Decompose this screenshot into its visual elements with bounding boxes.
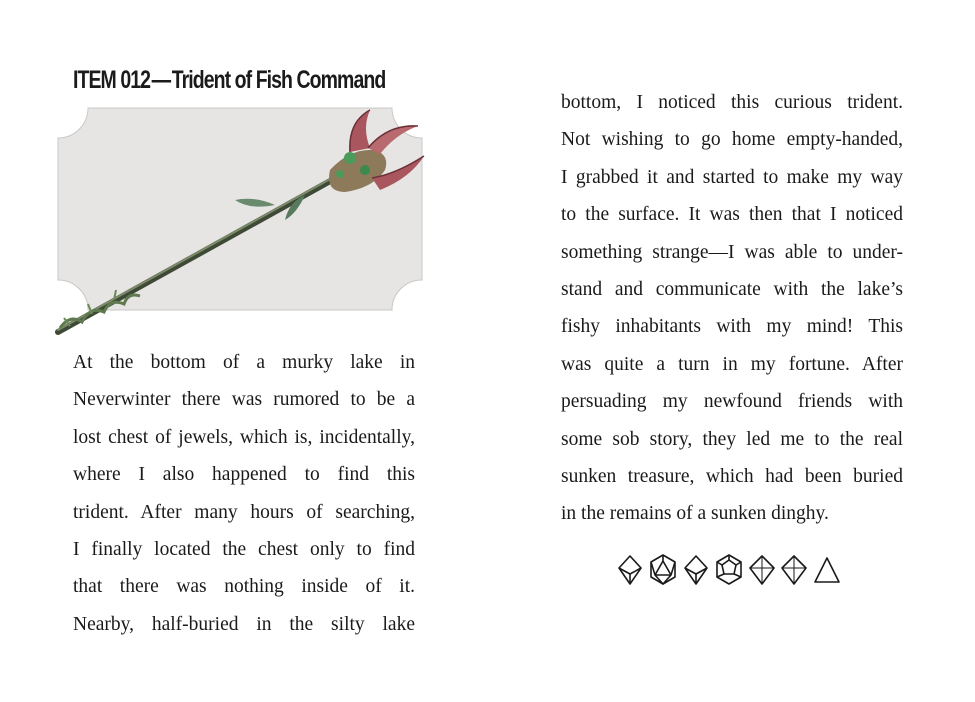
item-title [73, 66, 386, 95]
d8-icon [782, 556, 806, 584]
text-line: where I also happened to find this [73, 464, 415, 486]
text-line: At the bottom of a murky lake in [73, 352, 415, 373]
d10-icon [619, 556, 641, 584]
text-line: stand and communicate with the lake’s [561, 278, 903, 300]
text-line: Nearby, half-buried in the silty lake [73, 613, 415, 635]
text-line: Neverwinter there was rumored to be a [73, 389, 415, 411]
d4-icon [815, 558, 839, 582]
text-line: sunken treasure, which had been buried [561, 465, 903, 487]
text-line: persuading my newfound friends with [561, 391, 903, 413]
text-line: to the surface. It was then that I noticed [561, 204, 903, 226]
trident-icon [50, 100, 440, 340]
text-line: lost chest of jewels, which is, incidentally, [73, 426, 415, 448]
d20-icon [651, 555, 675, 584]
item-number: ITEM 012 [73, 66, 151, 94]
text-line: trident. After many hours of searching, [73, 501, 415, 523]
trident-illustration [50, 100, 440, 340]
title-dash: — [151, 66, 171, 94]
text-line: Not wishing to go home empty-handed, [561, 129, 903, 151]
text-line: I finally located the chest only to find [73, 538, 415, 560]
right-column-text [561, 84, 903, 533]
item-name: Trident of Fish Command [171, 66, 386, 94]
text-line: bottom, I noticed this curious trident. [561, 92, 903, 113]
text-line: something strange—I was able to under- [561, 241, 903, 263]
text-line: fishy inhabitants with my mind! This [561, 316, 903, 338]
d12-icon [717, 555, 741, 584]
d10-icon [685, 556, 707, 584]
text-line: I grabbed it and started to make my way [561, 166, 903, 188]
text-line: in the remains of a sunken dinghy. [561, 503, 829, 525]
dice-ornament [617, 553, 847, 587]
text-line: that there was nothing inside of it. [73, 576, 415, 598]
text-line: some sob story, they led me to the real [561, 428, 903, 450]
left-column-text [73, 344, 415, 643]
text-line: was quite a turn in my fortune. After [561, 353, 903, 375]
d8-icon [750, 556, 774, 584]
